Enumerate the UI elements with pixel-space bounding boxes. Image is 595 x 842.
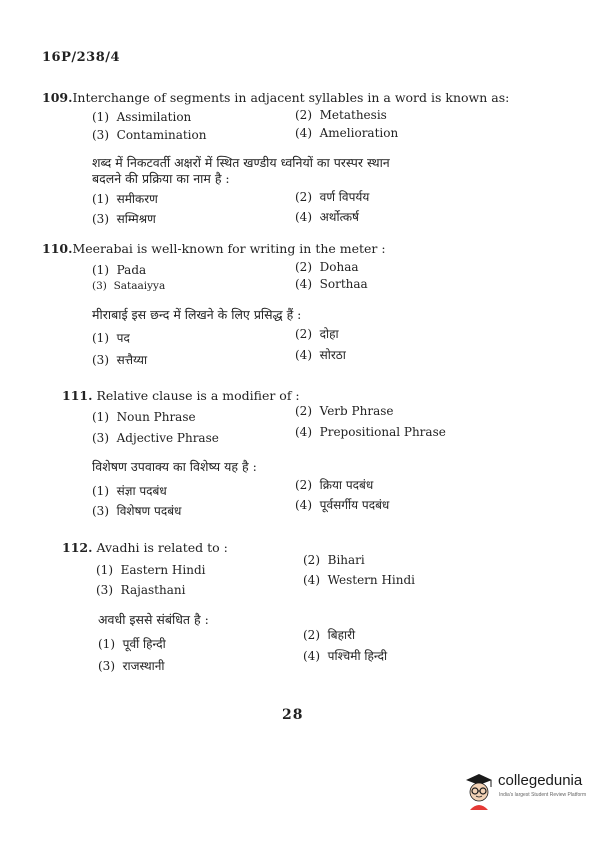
- watermark-tagline: India's largest Student Review Platform: [499, 792, 587, 798]
- option: (4) Amelioration: [295, 126, 399, 140]
- question-stem: Relative clause is a modifier of :: [96, 388, 300, 403]
- hindi-option: (3) सम्मिश्रण: [92, 212, 156, 226]
- hindi-question-line: बदलने की प्रक्रिया का नाम है :: [92, 171, 230, 186]
- option: (4) Prepositional Phrase: [295, 425, 446, 439]
- option: (2) Bihari: [303, 553, 365, 567]
- hindi-option: (2) दोहा: [295, 327, 339, 341]
- hindi-option: (1) संज्ञा पदबंध: [92, 484, 167, 498]
- hindi-option: (3) सत्तैय्या: [92, 353, 148, 367]
- hindi-question-line: अवधी इससे संबंधित है :: [98, 612, 209, 627]
- option: (1) Eastern Hindi: [96, 563, 206, 577]
- question-stem: Meerabai is well-known for writing in the meter :: [72, 241, 386, 256]
- question-number: 111.: [62, 388, 93, 403]
- question-text: [62, 540, 228, 555]
- question-number: 112.: [62, 540, 93, 555]
- option: (2) Verb Phrase: [295, 404, 394, 418]
- question-number: 109.: [42, 90, 73, 105]
- option: (3) Rajasthani: [96, 583, 186, 597]
- hindi-question-line: मीराबाई इस छन्द में लिखने के लिए प्रसिद्ध हैं :: [92, 307, 302, 322]
- collegedunia-watermark: [462, 770, 587, 810]
- hindi-option: (2) बिहारी: [303, 628, 356, 642]
- question-text: [62, 388, 300, 403]
- hindi-option: (4) अर्थोत्कर्ष: [295, 210, 359, 224]
- watermark-brand: collegedunia: [498, 772, 583, 789]
- page-number: 28: [282, 707, 304, 723]
- question-stem: Avadhi is related to :: [96, 540, 228, 555]
- hindi-option: (4) पश्चिमी हिन्दी: [303, 649, 388, 663]
- question-number: 110.: [42, 241, 73, 256]
- hindi-option: (3) राजस्थानी: [98, 659, 165, 673]
- page-code: 16P/238/4: [42, 50, 121, 65]
- hindi-option: (2) क्रिया पदबंध: [295, 478, 374, 492]
- option: (1) Noun Phrase: [92, 410, 196, 424]
- option: (3) Sataaiyya: [92, 280, 166, 292]
- option: (1) Pada: [92, 263, 147, 277]
- option: (2) Metathesis: [295, 108, 387, 122]
- option: (2) Dohaa: [295, 260, 359, 274]
- hindi-option: (4) सोरठा: [295, 348, 346, 362]
- option: (4) Western Hindi: [303, 573, 416, 587]
- mascot-icon: [462, 770, 496, 810]
- hindi-option: (4) पूर्वसर्गीय पदबंध: [295, 498, 390, 512]
- question-stem: Interchange of segments in adjacent syllables in a word is known as:: [72, 90, 510, 105]
- question-text: [42, 241, 386, 256]
- hindi-option: (1) पूर्वी हिन्दी: [98, 637, 166, 651]
- option: (4) Sorthaa: [295, 277, 368, 291]
- option: (3) Contamination: [92, 128, 207, 142]
- option: (1) Assimilation: [92, 110, 192, 124]
- hindi-option: (3) विशेषण पदबंध: [92, 504, 182, 518]
- hindi-option: (1) समीकरण: [92, 192, 158, 206]
- hindi-question-line: विशेषण उपवाक्य का विशेष्य यह है :: [92, 459, 257, 474]
- hindi-question-line: शब्द में निकटवर्ती अक्षरों में स्थित खण्डीय ध्वनियों का परस्पर स्थान: [92, 155, 390, 170]
- hindi-option: (2) वर्ण विपर्यय: [295, 190, 370, 204]
- option: (3) Adjective Phrase: [92, 431, 219, 445]
- question-text: [42, 90, 509, 105]
- hindi-option: (1) पद: [92, 331, 130, 345]
